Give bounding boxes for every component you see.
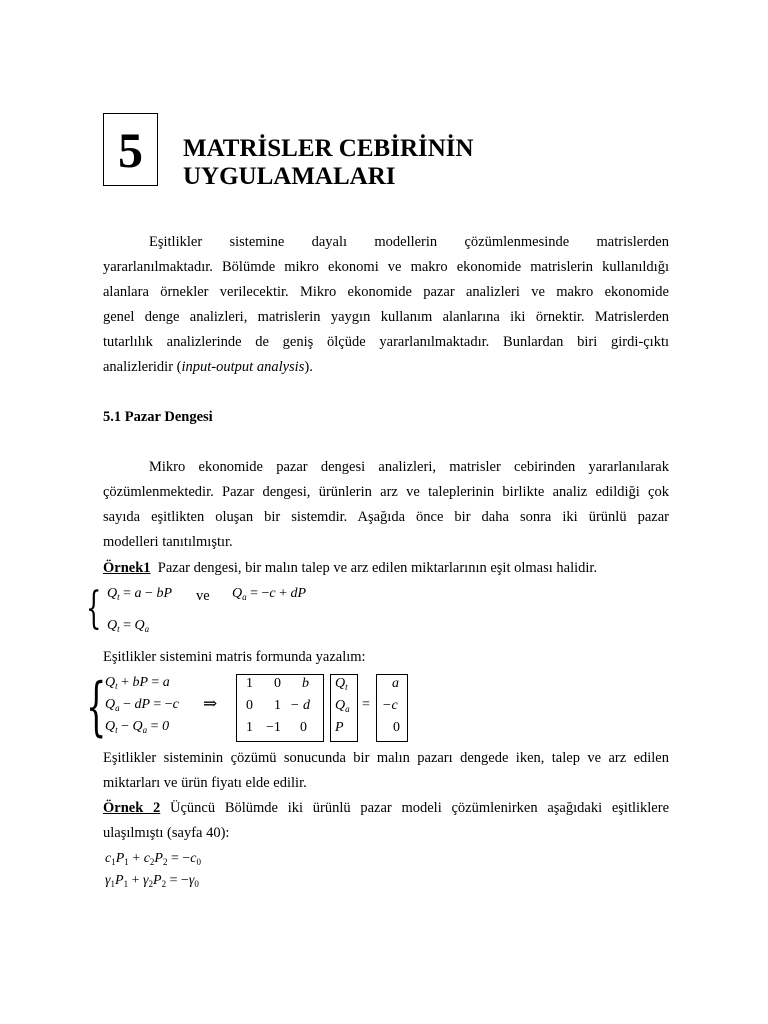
chapter-title: [183, 135, 474, 191]
solution-line2: miktarları ve ürün fiyatı elde edilir.: [103, 775, 307, 791]
example1: [103, 556, 597, 581]
market-paragraph: [103, 455, 669, 555]
left-brace: {: [86, 670, 107, 744]
matrix-cell: 0: [246, 698, 253, 713]
intro-line: alanlara örnekler verilecektir. Mikro ekonomide pazar analizleri ve makro ekonomide: [103, 284, 669, 300]
connector-text: ve: [196, 588, 210, 604]
example2-line2: ulaşılmıştı (sayfa 40):: [103, 825, 230, 841]
example1-label: Örnek1: [103, 560, 151, 576]
matrix-cell: −1: [266, 720, 281, 735]
matrix-cell: b: [302, 676, 309, 691]
chapter-number: 5: [118, 121, 143, 178]
matrix-cell: 1: [246, 676, 253, 691]
matrix-cell: 1: [246, 720, 253, 735]
equation-row3: $Q_t - Q_a = 0$: [105, 719, 170, 735]
coefficient-entries: [236, 676, 324, 742]
example2-label: Örnek 2: [103, 800, 161, 816]
equation-demand: $Q_t = a$ − bP: [107, 586, 173, 602]
vector-cell: P: [335, 720, 344, 735]
equation-c: $c_1P_1 + c_2P_2 = -c_0$: [105, 851, 201, 867]
chapter-title-line2: UYGULAMALARI: [183, 163, 396, 190]
vector-cell: $Q_a$: [335, 698, 350, 714]
equation-gamma: $\gamma_1P_1 + \gamma_2P_2 = -\gamma_0$: [105, 873, 199, 889]
intro-line: Eşitlikler sistemine dayalı modellerin çözümlenmesinde matrislerden: [149, 234, 669, 250]
matrix-cell: 0: [274, 676, 281, 691]
equation-row1: $Q_t$ + bP = a: [105, 675, 170, 691]
intro-line: yararlanılmaktadır. Bölümde mikro ekonomi ve makro ekonomide matrislerin kullanıldığı: [103, 259, 669, 275]
solution-line1: Eşitlikler sisteminin çözümü sonucunda bir malın pazarı dengede iken, talep ve arz edilen: [103, 750, 669, 766]
matrix-cell: 1: [274, 698, 281, 713]
vector-cell: a: [392, 676, 399, 691]
matrix-cell: 0: [300, 720, 307, 735]
rhs-entries: [376, 676, 408, 742]
example2: [103, 796, 669, 821]
para-line: sayıda eşitlikten oluşan bir sistemdir. Aşağıda önce bir daha sonra iki ürünlü pazar: [103, 509, 669, 525]
vector-cell: −c: [382, 698, 398, 713]
implies-arrow: ⇒: [203, 694, 218, 713]
matrix-cell: − d: [290, 698, 310, 713]
equation-supply: $Q_a = -c$ + dP: [232, 586, 307, 602]
intro-italic-term: input-output analysis: [181, 359, 305, 375]
equation-equilibrium: $Q_t = Q_a$: [107, 618, 150, 634]
example2-text: Üçüncü Bölümde iki ürünlü pazar modeli çözümlenirken aşağıdaki eşitliklere: [170, 800, 670, 816]
para-line: çözümlenmektedir. Pazar dengesi, ürünlerin arz ve taleplerinin birlikte analiz edildiği çok: [103, 484, 669, 500]
section-heading: 5.1 Pazar Dengesi: [103, 409, 213, 425]
left-brace: {: [86, 583, 102, 634]
vector-cell: 0: [393, 720, 400, 735]
example1-text: Pazar dengesi, bir malın talep ve arz edilen miktarlarının eşit olması halidir.: [157, 560, 598, 576]
vector-cell: $Q_t$: [335, 676, 348, 692]
para-line: modelleri tanıtılmıştır.: [103, 534, 233, 550]
matrix-intro: Eşitlikler sistemini matris formunda yazalım:: [103, 649, 366, 665]
chapter-number-box: [103, 113, 158, 186]
intro-paragraph: [103, 230, 669, 380]
variable-entries: [330, 676, 358, 742]
intro-text: analizleridir (: [103, 359, 182, 375]
equation-row2: $Q_a$ − dP = −c: [105, 697, 179, 713]
equals-sign: =: [362, 697, 370, 712]
intro-line: tutarlılık analizlerinde de geniş ölçüde yararlanılmaktadır. Bunlardan biri girdi-çıktı: [103, 334, 669, 350]
chapter-title-line1: MATRİSLER CEBİRİNİN: [183, 135, 474, 162]
intro-text: ).: [304, 359, 313, 375]
intro-line: genel denge analizleri, matrislerin yaygın kullanım alanlarına iki örnektir. Matrislerden: [103, 309, 669, 325]
para-line: Mikro ekonomide pazar dengesi analizleri, matrisler cebirinden yararlanılarak: [149, 459, 669, 475]
intro-last-line: [103, 355, 669, 380]
